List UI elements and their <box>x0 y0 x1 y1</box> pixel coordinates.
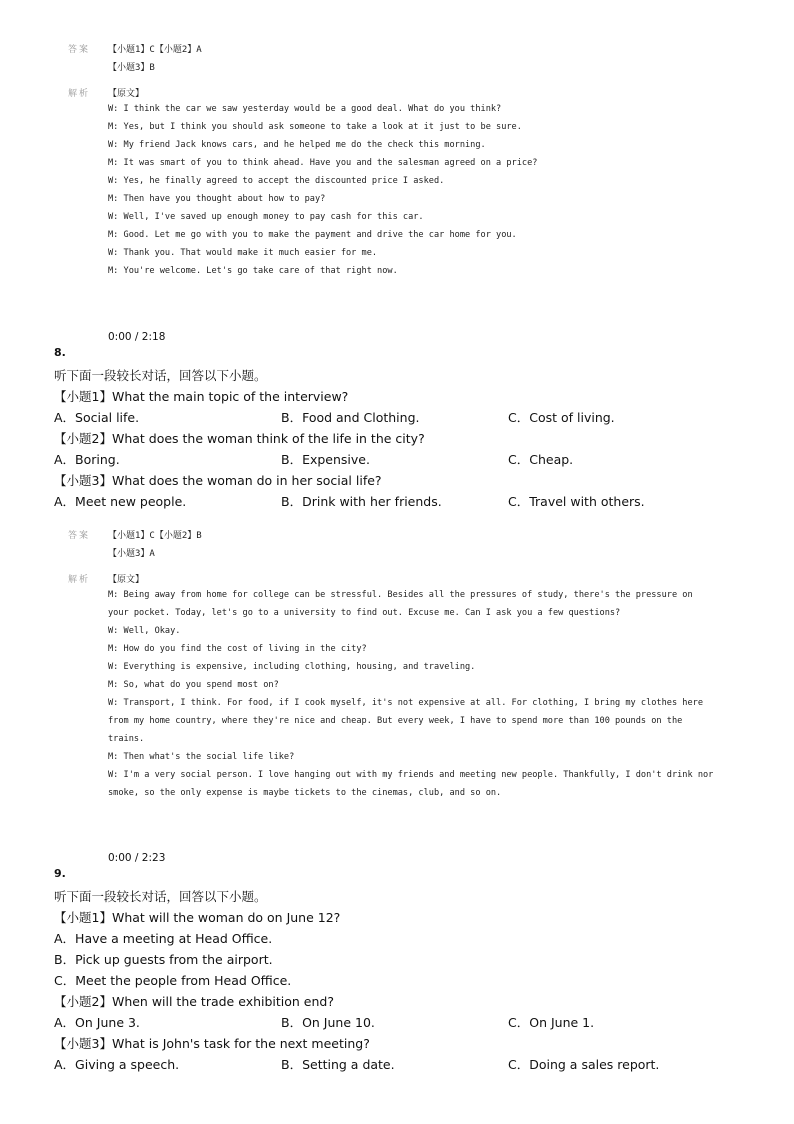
option-a: A．On June 3. <box>54 1015 140 1030</box>
option-c: C．Meet the people from Head Office. <box>54 973 292 988</box>
sub-question: 【小题3】What does the woman do in her social life? <box>54 473 382 488</box>
transcript-line: M: So, what do you spend most on? <box>108 680 279 690</box>
transcript-line: W: I think the car we saw yesterday would be a good deal. What do you think? <box>108 104 502 114</box>
transcript-line: W: Well, Okay. <box>108 626 181 636</box>
question-instruction: 听下面一段较长对话，回答以下小题。 <box>54 889 267 904</box>
audio-time[interactable]: 0:00 / 2:18 <box>108 331 166 343</box>
transcript-line: M: How do you find the cost of living in the city? <box>108 644 367 654</box>
option-c: C．Doing a sales report. <box>508 1057 660 1072</box>
analysis-label: 解析 <box>68 89 91 99</box>
question-number: 9. <box>54 867 66 880</box>
transcript-line: smoke, so the only expense is maybe tickets to the cinemas, club, and so on. <box>108 788 502 798</box>
option-c: C．Cheap. <box>508 452 574 467</box>
option-b: B．Pick up guests from the airport. <box>54 952 273 967</box>
sub-question: 【小题2】When will the trade exhibition end? <box>54 994 334 1009</box>
transcript-line: from my home country, where they're nice and cheap. But every week, I have to spend more than 100 pounds on the <box>108 716 683 726</box>
option-b: B．Food and Clothing. <box>281 410 420 425</box>
transcript-line: M: It was smart of you to think ahead. Have you and the salesman agreed on a price? <box>108 158 538 168</box>
option-a: A．Meet new people. <box>54 494 187 509</box>
answer-line: 【小题3】A <box>108 549 155 559</box>
option-c: C．Travel with others. <box>508 494 645 509</box>
question-instruction: 听下面一段较长对话，回答以下小题。 <box>54 368 267 383</box>
option-b: B．Drink with her friends. <box>281 494 442 509</box>
option-a: A．Giving a speech. <box>54 1057 180 1072</box>
option-a: A．Social life. <box>54 410 140 425</box>
transcript-line: W: Thank you. That would make it much easier for me. <box>108 248 378 258</box>
transcript-header: 【原文】 <box>108 89 145 99</box>
audio-time[interactable]: 0:00 / 2:23 <box>108 852 166 864</box>
sub-question: 【小题1】What will the woman do on June 12? <box>54 910 341 925</box>
transcript-line: W: Everything is expensive, including clothing, housing, and traveling. <box>108 662 476 672</box>
transcript-line: W: Transport, I think. For food, if I cook myself, it's not expensive at all. For clothing, I bring my clothes here <box>108 698 703 708</box>
answer-label: 答案 <box>68 531 91 541</box>
transcript-line: M: Then what's the social life like? <box>108 752 295 762</box>
transcript-line: M: Then have you thought about how to pay? <box>108 194 326 204</box>
transcript-line: your pocket. Today, let's go to a university to find out. Excuse me. Can I ask you a few questions? <box>108 608 621 618</box>
transcript-line: W: Yes, he finally agreed to accept the discounted price I asked. <box>108 176 445 186</box>
transcript-line: W: Well, I've saved up enough money to pay cash for this car. <box>108 212 424 222</box>
transcript-header: 【原文】 <box>108 575 145 585</box>
option-b: B．Setting a date. <box>281 1057 395 1072</box>
analysis-label: 解析 <box>68 575 91 585</box>
option-b: B．On June 10. <box>281 1015 375 1030</box>
sub-question: 【小题1】What the main topic of the interview? <box>54 389 349 404</box>
transcript-line: trains. <box>108 734 145 744</box>
transcript-line: M: Good. Let me go with you to make the payment and drive the car home for you. <box>108 230 517 240</box>
option-a: A．Have a meeting at Head Office. <box>54 931 273 946</box>
question-number: 8. <box>54 346 66 359</box>
transcript-line: W: My friend Jack knows cars, and he helped me do the check this morning. <box>108 140 486 150</box>
option-b: B．Expensive. <box>281 452 370 467</box>
option-c: C．Cost of living. <box>508 410 615 425</box>
transcript-line: W: I'm a very social person. I love hanging out with my friends and meeting new people. Thankfully, I don't drink nor <box>108 770 714 780</box>
sub-question: 【小题2】What does the woman think of the life in the city? <box>54 431 425 446</box>
option-a: A．Boring. <box>54 452 120 467</box>
answer-line: 【小题3】B <box>108 63 155 73</box>
answer-line: 【小题1】C【小题2】B <box>108 531 202 541</box>
answer-label: 答案 <box>68 45 91 55</box>
option-c: C．On June 1. <box>508 1015 595 1030</box>
transcript-line: M: Yes, but I think you should ask someone to take a look at it just to be sure. <box>108 122 522 132</box>
transcript-line: M: You're welcome. Let's go take care of that right now. <box>108 266 398 276</box>
answer-line: 【小题1】C【小题2】A <box>108 45 202 55</box>
transcript-line: M: Being away from home for college can be stressful. Besides all the pressures of study, there's the pressure on <box>108 590 693 600</box>
sub-question: 【小题3】What is John's task for the next meeting? <box>54 1036 370 1051</box>
